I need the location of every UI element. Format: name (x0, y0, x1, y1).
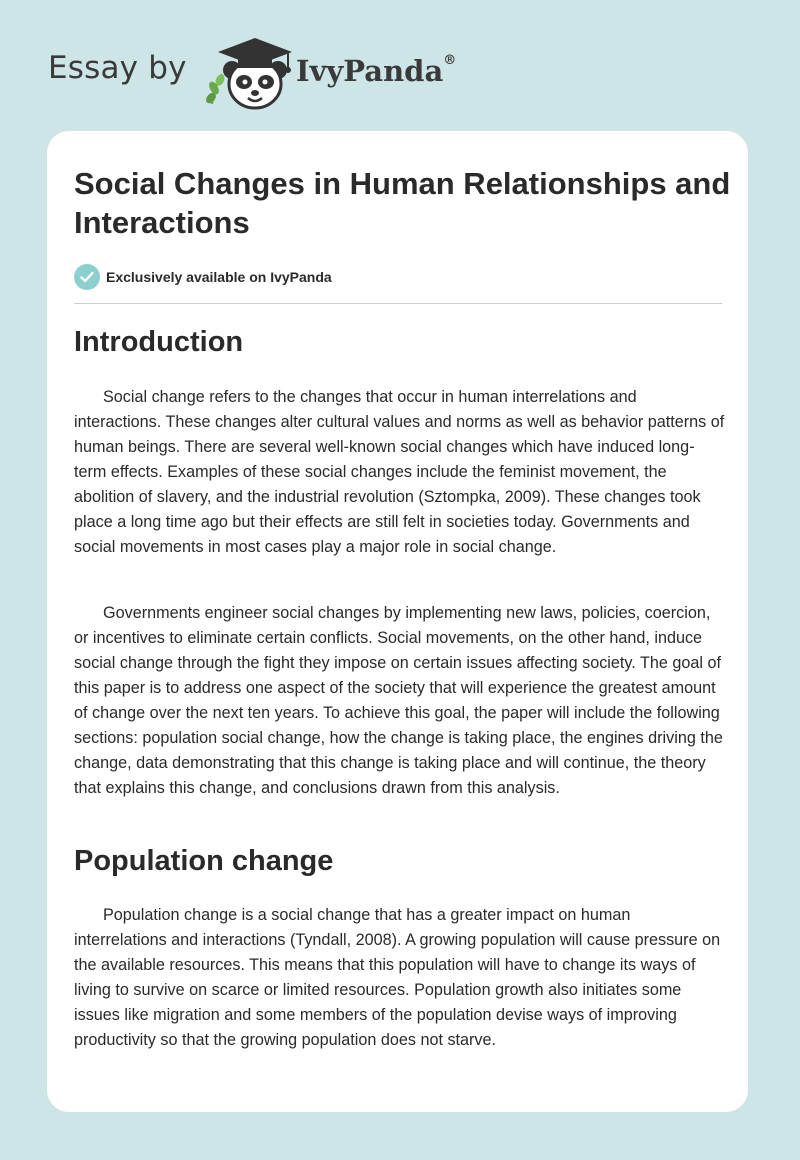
section-heading-population-change: Population change (74, 845, 334, 877)
site-header (48, 34, 748, 114)
badge-label: Exclusively available on IvyPanda (106, 269, 332, 285)
divider (74, 303, 722, 304)
registered-mark: ® (443, 53, 457, 69)
essay-by-label: Essay by (48, 50, 187, 86)
article-card (47, 131, 748, 1112)
check-circle-icon (74, 264, 100, 290)
panda-graduate-icon[interactable] (202, 34, 294, 110)
article-title: Social Changes in Human Relationships and Interactions (74, 166, 731, 240)
paragraph: Governments engineer social changes by implementing new laws, policies, coercion, or incentives to eliminate certain conflicts. Social movements, on the other hand, induce social change through the fight they impose on certain issues affecting society. The goal of this paper is to address one aspect of the society that will experience the greatest amount of change over the next ten years. To achieve this goal, the paper will include the following sections: population social change, how the change is taking place, the engines driving the change, data demonstrating that this change is taking place and will continue, the theory that explains this change, and conclusions drawn from this analysis. (74, 604, 723, 797)
paragraph: Population change is a social change that has a greater impact on human interrelations and interactions (Tyndall, 2008). A growing population will cause pressure on the available resources. This means that this population will have to change its ways of living to survive on scarce or limited resources. Population growth also initiates some issues like migration and some members of the population devise ways of improving productivity so that the growing population does not starve. (74, 906, 721, 1049)
paragraph: Social change refers to the changes that occur in human interrelations and interactions. These changes alter cultural values and norms as well as behavior patterns of human beings. There are several well-known social changes which have induced long-term effects. Examples of these social changes include the feminist movement, the abolition of slavery, and the industrial revolution (Sztompka, 2009). These changes took place a long time ago but their effects are still felt in societies today. Governments and social movements in most cases play a major role in social change. (74, 388, 725, 556)
brand-name[interactable] (296, 54, 456, 88)
section-heading-introduction: Introduction (74, 326, 244, 358)
brand-text: IvyPanda (296, 54, 444, 88)
exclusive-badge (74, 264, 332, 290)
